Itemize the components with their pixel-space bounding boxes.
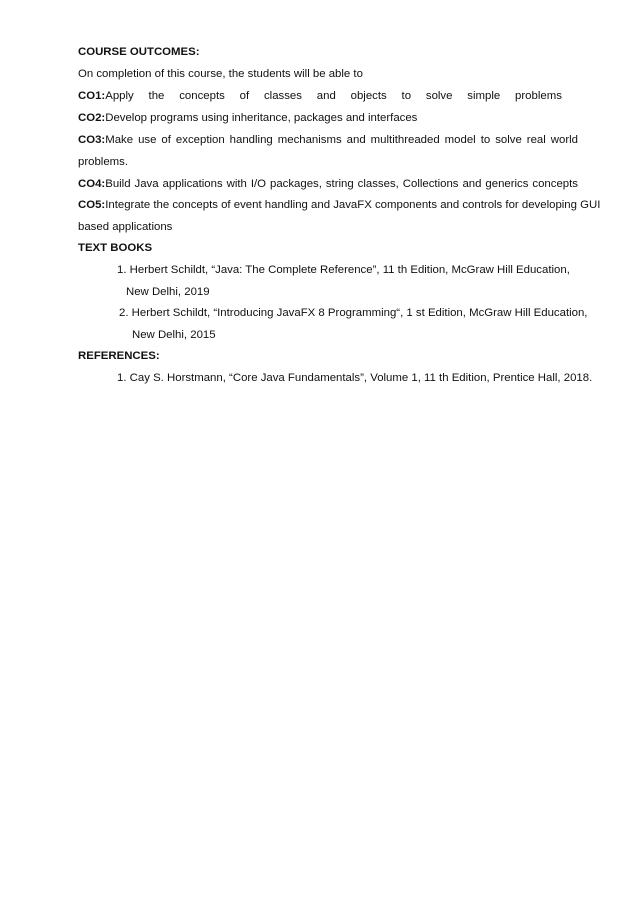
co1-outcome [78,89,562,103]
co1-word: problems [515,90,562,102]
co3-outcome [78,133,578,147]
co1-word: to [401,90,412,102]
co5-code: CO5: [78,199,106,211]
co1-word: the [148,90,165,102]
co4-text: Build Java applications with I/O packages, string classes, Collections and generics concepts [105,178,578,190]
references-heading: REFERENCES: [78,350,160,362]
co1-word: simple [467,90,501,102]
course-outcomes-heading: COURSE OUTCOMES: [78,46,200,58]
co5-text-line1: Integrate the concepts of event handling and JavaFX components and controls for developing GUI [105,199,601,211]
co4-outcome [78,177,578,191]
co1-word: Apply [105,90,134,102]
co1-word: classes [263,90,302,102]
text-book-2-line1: 2. Herbert Schildt, “Introducing JavaFX 8 Programming“, 1 st Edition, McGraw Hill Education, [119,307,588,319]
course-outcomes-intro: On completion of this course, the students will be able to [78,68,363,80]
co1-word: and [316,90,336,102]
text-book-1-line1: 1. Herbert Schildt, “Java: The Complete Reference”, 11 th Edition, McGraw Hill Education, [117,264,570,276]
text-book-1-line2: New Delhi, 2019 [126,286,210,298]
co3-code: CO3: [78,134,106,146]
co2-code: CO2: [78,112,106,124]
text-book-2-line2: New Delhi, 2015 [132,329,216,341]
co1-code: CO1: [78,90,106,102]
co1-word: objects [350,90,387,102]
co3-text-line1: Make use of exception handling mechanisms and multithreaded model to solve real world [105,134,578,146]
co5-text-line2: based applications [78,221,173,233]
reference-1: 1. Cay S. Horstmann, “Core Java Fundamentals”, Volume 1, 11 th Edition, Prentice Hall, 2018. [117,372,593,384]
co2-text: Develop programs using inheritance, packages and interfaces [105,112,418,124]
co3-text-line2: problems. [78,156,129,168]
co1-word: of [239,90,250,102]
co4-code: CO4: [78,178,106,190]
text-books-heading: TEXT BOOKS [78,242,153,254]
co2-outcome [78,111,417,125]
co5-outcome [78,198,601,212]
co1-word: solve [425,90,453,102]
co1-word: concepts [179,90,225,102]
